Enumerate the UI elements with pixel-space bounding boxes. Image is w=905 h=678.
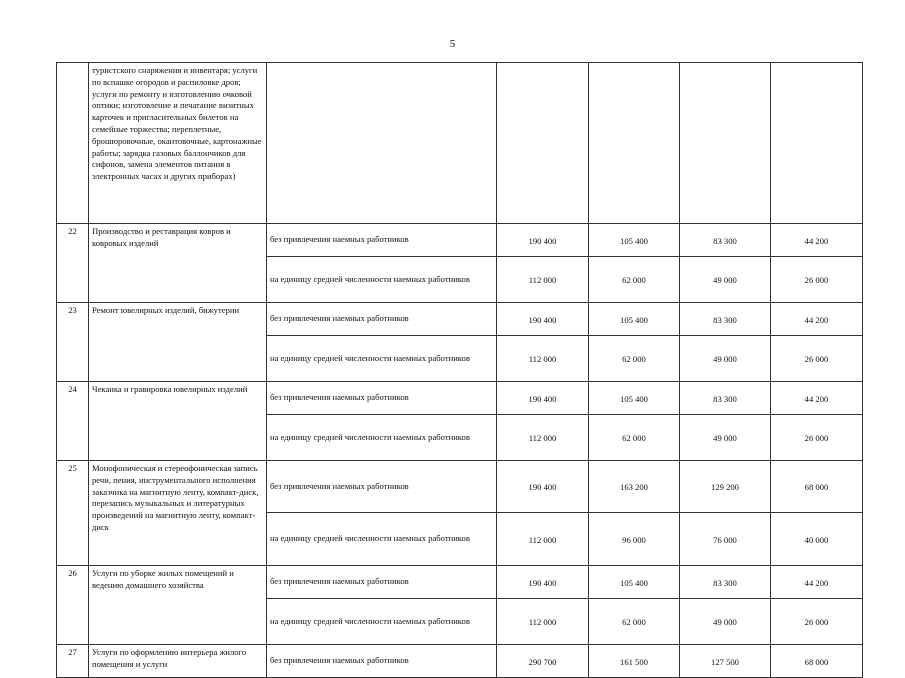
value-cell: 44 200 bbox=[771, 224, 863, 257]
value-cell: 112 000 bbox=[497, 257, 589, 303]
value-cell bbox=[771, 63, 863, 224]
condition-cell: без привлечения наемных работников bbox=[267, 224, 497, 257]
value-cell: 26 000 bbox=[771, 599, 863, 645]
service-name-cell: Монофоническая и стереофоническая запись речи, пения, инструментального исполнения заказчика на магнитную ленту, компакт-диск, перезапись музыкальных и литературных произведений на магнитную ленту, компакт-диск bbox=[89, 461, 267, 566]
value-cell: 62 000 bbox=[589, 336, 680, 382]
service-name-cell: Чеканка и гравировка ювелирных изделий bbox=[89, 382, 267, 461]
value-cell: 44 200 bbox=[771, 303, 863, 336]
value-cell: 62 000 bbox=[589, 257, 680, 303]
value-cell: 49 000 bbox=[680, 599, 771, 645]
value-cell: 76 000 bbox=[680, 513, 771, 566]
value-cell: 105 400 bbox=[589, 224, 680, 257]
condition-cell: на единицу средней численности наемных работников bbox=[267, 513, 497, 566]
value-cell: 83 300 bbox=[680, 566, 771, 599]
condition-cell: без привлечения наемных работников bbox=[267, 645, 497, 678]
value-cell: 49 000 bbox=[680, 415, 771, 461]
value-cell: 105 400 bbox=[589, 303, 680, 336]
value-cell: 112 000 bbox=[497, 336, 589, 382]
value-cell: 83 300 bbox=[680, 303, 771, 336]
value-cell: 44 200 bbox=[771, 566, 863, 599]
value-cell: 190 400 bbox=[497, 382, 589, 415]
row-number-cell: 26 bbox=[57, 566, 89, 645]
value-cell: 68 000 bbox=[771, 645, 863, 678]
condition-cell: без привлечения наемных работников bbox=[267, 303, 497, 336]
value-cell: 83 300 bbox=[680, 224, 771, 257]
condition-cell: без привлечения наемных работников bbox=[267, 382, 497, 415]
value-cell bbox=[497, 63, 589, 224]
value-cell: 112 000 bbox=[497, 513, 589, 566]
condition-cell: на единицу средней численности наемных работников bbox=[267, 336, 497, 382]
condition-cell: на единицу средней численности наемных работников bbox=[267, 257, 497, 303]
table-row bbox=[57, 303, 863, 336]
row-number-cell: 24 bbox=[57, 382, 89, 461]
table-row bbox=[57, 63, 863, 224]
page-number: 5 bbox=[449, 38, 456, 50]
value-cell: 96 000 bbox=[589, 513, 680, 566]
value-cell: 49 000 bbox=[680, 336, 771, 382]
value-cell: 127 500 bbox=[680, 645, 771, 678]
condition-cell: на единицу средней численности наемных работников bbox=[267, 415, 497, 461]
condition-cell: без привлечения наемных работников bbox=[267, 461, 497, 513]
table-row bbox=[57, 461, 863, 513]
service-name-cell: Услуги по уборке жилых помещений и ведению домашнего хозяйства bbox=[89, 566, 267, 645]
value-cell bbox=[680, 63, 771, 224]
value-cell: 26 000 bbox=[771, 415, 863, 461]
service-name-cell: Ремонт ювелирных изделий, бижутерии bbox=[89, 303, 267, 382]
value-cell: 161 500 bbox=[589, 645, 680, 678]
value-cell: 49 000 bbox=[680, 257, 771, 303]
table-row bbox=[57, 224, 863, 257]
value-cell: 190 400 bbox=[497, 461, 589, 513]
row-number-cell bbox=[57, 63, 89, 224]
value-cell: 40 000 bbox=[771, 513, 863, 566]
value-cell: 112 000 bbox=[497, 415, 589, 461]
row-number-cell: 27 bbox=[57, 645, 89, 678]
value-cell: 290 700 bbox=[497, 645, 589, 678]
value-cell: 26 000 bbox=[771, 257, 863, 303]
condition-cell bbox=[267, 63, 497, 224]
value-cell: 105 400 bbox=[589, 382, 680, 415]
value-cell: 44 200 bbox=[771, 382, 863, 415]
value-cell: 190 400 bbox=[497, 224, 589, 257]
value-cell: 62 000 bbox=[589, 599, 680, 645]
service-name-cell: Услуги по оформлению интерьера жилого помещения и услуги bbox=[89, 645, 267, 678]
value-cell bbox=[589, 63, 680, 224]
value-cell: 190 400 bbox=[497, 566, 589, 599]
value-cell: 112 000 bbox=[497, 599, 589, 645]
service-name-cell: Производство и реставрация ковров и ковровых изделий bbox=[89, 224, 267, 303]
service-name-cell: туристского снаряжения и инвентаря; услуги по вспашке огородов и распиловке дров; услуги по ремонту и изготовлению очковой оптики; изготовление и печатание визитных карточек и пригласительных билетов на семейные торжества; переплетные, брошюровочные, окантовочные, картонажные работы; зарядка газовых баллончиков для сифонов, замена элементов питания в электронных часах и других приборах) bbox=[89, 63, 267, 224]
value-cell: 163 200 bbox=[589, 461, 680, 513]
value-cell: 129 200 bbox=[680, 461, 771, 513]
value-cell: 62 000 bbox=[589, 415, 680, 461]
table-row bbox=[57, 382, 863, 415]
row-number-cell: 23 bbox=[57, 303, 89, 382]
value-cell: 68 000 bbox=[771, 461, 863, 513]
table-row bbox=[57, 645, 863, 678]
value-cell: 190 400 bbox=[497, 303, 589, 336]
condition-cell: без привлечения наемных работников bbox=[267, 566, 497, 599]
row-number-cell: 25 bbox=[57, 461, 89, 566]
value-cell: 105 400 bbox=[589, 566, 680, 599]
row-number-cell: 22 bbox=[57, 224, 89, 303]
value-cell: 26 000 bbox=[771, 336, 863, 382]
condition-cell: на единицу средней численности наемных работников bbox=[267, 599, 497, 645]
table-row bbox=[57, 566, 863, 599]
rates-table bbox=[56, 62, 863, 678]
value-cell: 83 300 bbox=[680, 382, 771, 415]
